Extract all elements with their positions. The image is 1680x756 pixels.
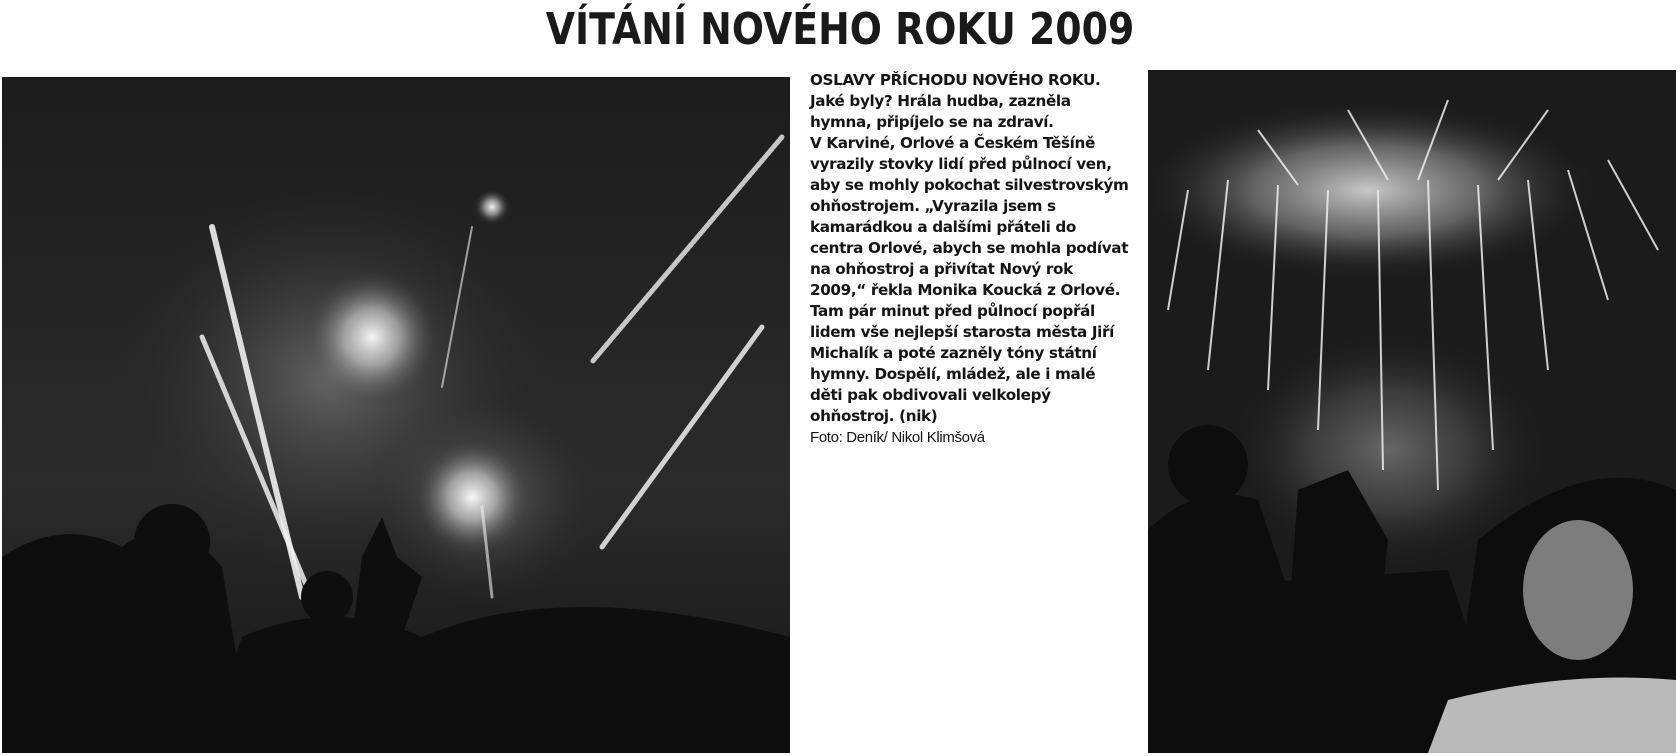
article-body-paragraph bbox=[810, 133, 1132, 427]
article-text bbox=[810, 70, 1132, 133]
photo-credit: Foto: Deník/ Nikol Klimšová bbox=[810, 429, 985, 446]
article-intro: Jaké byly? Hrála hudba, zazněla hymna, připíjelo se na zdraví. bbox=[810, 92, 1071, 131]
fireworks-crowd-photo bbox=[2, 77, 790, 753]
fireworks-spectators-photo bbox=[1148, 70, 1676, 753]
headline: VÍTÁNÍ NOVÉHO ROKU 2009 bbox=[545, 4, 1135, 55]
author-tag: (nik) bbox=[899, 407, 938, 425]
article-lead: OSLAVY PŘÍCHODU NOVÉHO ROKU. bbox=[810, 71, 1101, 89]
article bbox=[810, 70, 1132, 448]
article-body: V Karviné, Orlové a Českém Těšíně vyrazily stovky lidí před půlnocí ven, aby se mohly pokochat silvestrovským ohňostrojem. „Vyrazila jsem s kamarádkou a dalšími přáteli do centra Orlové, abych se mohla podívat na ohňostroj a přivítat Nový rok 2009,“ řekla Monika Koucká z Orlové. Tam pár minut před půlnocí popřál lidem vše nejlepší starosta města Jiří Michalík a poté zazněly tóny státní hymny. Dospělí, mládež, ale i malé děti pak obdivovali velkolepý ohňostroj. bbox=[810, 134, 1129, 425]
